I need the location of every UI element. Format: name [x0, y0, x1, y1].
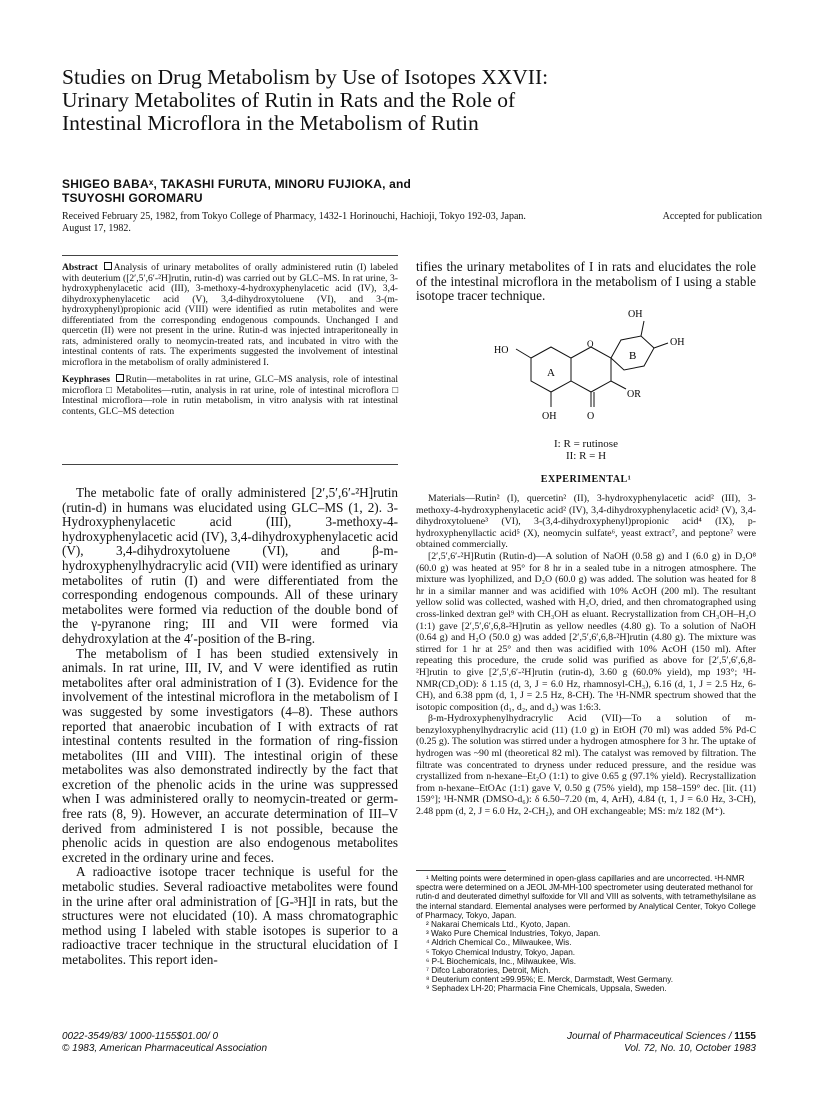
footnote: ⁶ P-L Biochemicals, Inc., Milwaukee, Wis. [426, 956, 577, 966]
experimental-paragraph: Materials—Rutin² (I), quercetin² (II), 3-hydroxyphenylacetic acid² (III), 3-methoxy-4-hydroxyphenylacetic acid² (IV), 3,4-dihydroxyphenylacetic acid² (V), 3,4-dihydroxytoluene³ (VI), 3-(3,4-dihydroxyphenyl)propionic acid⁴ (IX), p-hydroxyphenyllactic acid⁵ (X), neomycin sulfate⁶, yeast extract⁷, and peptone⁷ were obtained commercially. [416, 493, 756, 551]
article-code: 0022-3549/83/ 1000-1155$01.00/ 0 [62, 1031, 219, 1042]
journal-line [456, 1031, 756, 1043]
body-paragraph: A radioactive isotope tracer technique is useful for the metabolic studies. Several radioactive metabolites were found in the urine after oral administration of [G-³H]I in rats, but the structures were not elucidated (10). A mass chromatographic method using I labeled with stable isotopes is superior to a radioactive tracer technique in the structural elucidation of I metabolites. This report iden- [62, 864, 398, 967]
footnote: ⁹ Sephadex LH-20; Pharmacia Fine Chemicals, Uppsala, Sweden. [426, 984, 667, 994]
title-line: Intestinal Microflora in the Metabolism of Rutin [62, 111, 479, 135]
rutin-structure-diagram [476, 303, 696, 453]
authors-line: SHIGEO BABAˣ, TAKASHI FURUTA, MINORU FUJIOKA, and [62, 177, 412, 191]
abstract-label: Abstract [62, 262, 98, 273]
abstract-top-rule [62, 255, 398, 256]
footnote: ⁷ Difco Laboratories, Detroit, Mich. [426, 966, 551, 976]
received-info [62, 211, 762, 235]
ring-oxygen-label: O [587, 339, 594, 349]
keyphrases-label: Keyphrases [62, 374, 110, 385]
oh-right-label: OH [670, 337, 685, 348]
title-line: Studies on Drug Metabolism by Use of Isotopes XXVII: [62, 65, 549, 89]
ring-b-label: B [629, 350, 637, 362]
experimental-paragraph: β-m-Hydroxyphenylhydracrylic Acid (VII)—To a solution of m-benzyloxyphenylhydracrylic acid (11) (1.0 g) in EtOH (70 ml) was added 5% Pd-C (0.25 g). The solution was stirred under a hydrogen atmosphere for 3 hr. The uptake of hydrogen was ~90 ml (theoretical 82 ml). The catalyst was removed by filtration. The filtrate was concentrated to dryness under reduced pressure, and the residue was crystallized from n-hexane–Et₂O (1:1) to give 0.65 g (97.1% yield). Recrystallization from n-hexane–EtOAc (1:1) gave V, 0.50 g (75% yield), mp 158–159° dec. [lit. (11) 159°]; ¹H-NMR (DMSO-d₆): δ 6.50–7.20 (m, 4, ArH), 4.84 (t, 1, J = 6.0 Hz, 3-CH), 2.48 ppm (d, 2, J = 6.0 Hz, 2-CH₂), and OH exchangeable; MS: m/z 182 (M⁺). [416, 713, 756, 818]
abstract-bottom-rule [62, 464, 398, 465]
compound-ii-label: II: R = H [565, 450, 607, 462]
square-bullet-icon [104, 262, 112, 270]
abstract-box [62, 262, 398, 423]
abstract [62, 262, 398, 368]
body-left-column [62, 486, 398, 968]
received-text: Received February 25, 1982, from Tokyo College of Pharmacy, 1432-1 Horinouchi, Hachioji, Tokyo 192-03, Japan. [62, 211, 526, 222]
footnote: ⁴ Aldrich Chemical Co., Milwaukee, Wis. [426, 938, 572, 948]
footnote: ⁸ Deuterium content ≥99.95%; E. Merck, Darmstadt, West Germany. [426, 975, 673, 985]
experimental-paragraph: [2′,5′,6′-²H]Rutin (Rutin-d)—A solution of NaOH (0.58 g) and I (6.0 g) in D₂O⁸ (60.0 g) was heated at 95° for 8 hr in a sealed tube in a nitrogen atmosphere. The mixture was lyophilized, and D₂O (60.0 g) was added. The solution was heated for 8 hr in a similar manner and was acidified with 10% AcOH (200 ml). The resultant yellow solid was collected, washed with H₂O, dried, and then chromatographed using cross-linked dextran gel⁹ with CH₃OH as eluant. Recrystallization from CH₃OH–H₂O (1:1) gave [2′,5′,6′,6,8-²H]rutin as yellow needles (4.80 g). To a solution of NaOH (0.64 g) and H₂O (50.0 g) was added [2′,5′,6′,6,8-²H]rutin (4.80 g). The mixture was stirred for 1 hr at 25° and then was acidified with 10% AcOH (150 ml). After repeating this procedure, the crude solid was purified as above for [2′,5′,6′,6,8-²H]rutin to give [2′,5′,6′-²H]rutin (rutin-d), 3.60 g (60.0% yield), mp 193°; ¹H-NMR(CD₃OD): δ 1.15 (d, 3, J = 6.0 Hz, rhamnosyl-CH₃), 6.16 (d, 1, J = 2.5 Hz, 6-CH), and 6.38 ppm (d, 1, J = 2.5 Hz, 8-CH). The ¹H-NMR spectrum showed that the isotopic composition (d₁, d₂, and d₃) was 1:6:3. [416, 550, 756, 713]
authors-line: TSUYOSHI GOROMARU [62, 191, 203, 205]
footnote: ² Nakarai Chemicals Ltd., Kyoto, Japan. [426, 920, 571, 930]
ring-a-label: A [547, 367, 555, 379]
volume-info: Vol. 72, No. 10, October 1983 [624, 1043, 756, 1054]
abstract-text: Analysis of urinary metabolites of orally administered rutin (I) labeled with deuterium ([2′,5′,6′-²H]rutin, rutin-d) was carried out by GLC–MS. In rat urine, 3-hydroxyphenylacetic acid (III), 3-methoxy-4-hydroxyphenylacetic acid (IV), 3,4-dihydroxyphenylacetic acid (V), 3,4-dihydroxytoluene (VI), and 3-(m-hydroxyphenyl)propionic acid (VIII) were identified as rutin metabolites and were differentiated from the corresponding endogenous compounds. Unchanged I and quercetin (II) were not present in the urine. Rutin-d was injected intraperitoneally in rats, administered orally to neomycin-treated rats, and incubated in vitro with the intestinal contents of rats. The experiments suggested the involvement of intestinal microflora in the metabolism of orally administered I. [62, 262, 398, 368]
keyphrases [62, 374, 398, 417]
footnote: ¹ Melting points were determined in open-glass capillaries and are uncorrected. ¹H-NMR spectra were determined on a JEOL JM-MH-100 spectrometer using deuterated methanol for rutin-d and deuterated dimethyl sulfoxide for VII and VIII as solvents, with tetramethylsilane as the internal standard. Elemental analyses were performed by Analytical Center, Tokyo College of Pharmacy, Tokyo, Japan. [416, 874, 756, 920]
page-number: 1155 [734, 1031, 756, 1042]
experimental-section [416, 493, 756, 818]
keyphrases-text: Rutin—metabolites in rat urine, GLC–MS analysis, role of intestinal microflora □ Metabolites—rutin, analysis in rat urine, role of intestinal microflora □ Intestinal microflora—role in rutin metabolism, in vitro analysis with rat intestinal contents, GLC–MS detection [62, 374, 398, 417]
footer-left [62, 1031, 362, 1055]
body-right-intro: tifies the urinary metabolites of I in rats and elucidates the role of the intestinal microflora in the metabolism of I using a stable isotope tracer technique. [416, 259, 756, 304]
copyright: © 1983, American Pharmaceutical Association [62, 1043, 268, 1054]
oh-top-label: OH [628, 309, 643, 320]
journal-name: Journal of Pharmaceutical Sciences / [566, 1031, 732, 1042]
accepted-text: Accepted for publication [662, 211, 762, 222]
authors [62, 177, 622, 205]
carbonyl-oxygen-label: O [587, 411, 595, 422]
article-title [62, 66, 762, 135]
structure-caption [416, 438, 756, 462]
experimental-heading: EXPERIMENTAL¹ [540, 474, 632, 485]
footer-right [456, 1031, 756, 1055]
footnotes [416, 874, 756, 994]
accepted-date: August 17, 1982. [62, 223, 131, 234]
footnote-rule [416, 870, 506, 871]
footnote: ³ Wako Pure Chemical Industries, Tokyo, Japan. [426, 929, 601, 939]
footnote: ⁵ Tokyo Chemical Industry, Tokyo, Japan. [426, 947, 576, 957]
oh-bottom-label: OH [542, 411, 557, 422]
square-bullet-icon [116, 374, 124, 382]
body-paragraph: The metabolic fate of orally administered [2′,5′,6′-²H]rutin (rutin-d) in humans was elucidated using GLC–MS (1, 2). 3-Hydroxyphenylacetic acid (III), 3-methoxy-4-hydroxyphenylacetic acid (IV), 3,4-dihydroxyphenylacetic acid (V), 3,4-dihydroxytoluene (VI), and β-m-hydroxyphenylhydracrylic acid (VII) were identified as urinary metabolites of rutin (I) and were differentiated from the corresponding endogenous compounds. All of these urinary metabolites were formed via reduction of the double bond of the γ-pyranone ring; III and VII were formed via dehydroxylation at the 4′-position of the B-ring. [62, 485, 398, 646]
ring-c-hexagon [571, 347, 611, 392]
ho-left-label: HO [494, 345, 509, 356]
or-label: OR [627, 389, 641, 400]
body-paragraph: The metabolism of I has been studied extensively in animals. In rat urine, III, IV, and V were identified as rutin metabolites after oral administration of I (3). Evidence for the involvement of the intestinal microflora in the metabolism of I was suggested by some investigators (4–8). These authors reported that anaerobic incubation of I with extracts of rat intestinal contents resulted in the formation of ring-fission metabolites (III and VIII). The intestinal origin of these metabolites was also demonstrated indirectly by the fact that excretion of the phenolic acids in the urine was suppressed when I was administered orally to neomycin-treated or germ-free rats (8, 9). However, an accurate determination of III–V derived from administered I is not possible, because the phenolic acids in question are also endogenous metabolites excreted in the ordinary urine and feces. [62, 645, 398, 865]
compound-i-label: I: R = rutinose [554, 438, 618, 450]
title-line: Urinary Metabolites of Rutin in Rats and the Role of [62, 88, 516, 112]
